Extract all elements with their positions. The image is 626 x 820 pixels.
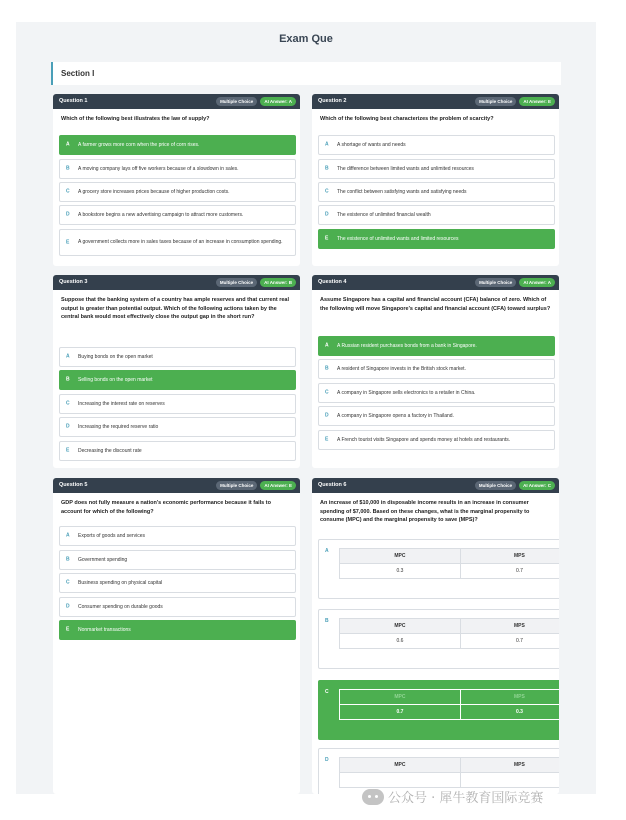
question-card-6 (312, 478, 559, 794)
exam-page (16, 22, 596, 794)
option-b[interactable] (318, 359, 555, 379)
option-text: The conflict between satisfying wants and satisfying needs (337, 188, 467, 195)
question-header (312, 275, 559, 290)
mps-header: MPS (460, 549, 559, 564)
option-letter: C (325, 389, 329, 396)
option-letter: B (325, 618, 329, 624)
mps-value: 0.7 (460, 634, 559, 649)
ai-answer-badge: AI Answer: E (519, 97, 555, 106)
option-c[interactable] (59, 394, 296, 414)
question-header (53, 94, 300, 109)
option-e[interactable] (318, 229, 555, 249)
option-d[interactable] (59, 597, 296, 617)
option-letter: E (66, 239, 70, 245)
option-text: A company in Singapore sells electronics to a retailer in China. (337, 389, 476, 396)
option-text: Government spending (78, 556, 128, 563)
option-text: A shortage of wants and needs (337, 141, 406, 148)
question-header (312, 478, 559, 493)
question-text: An increase of $10,000 in disposable income results in an increase in consumer spending of $7,000. Based on these changes, what is the marginal propensity to consume (MPC) and the marginal propensity to save (MPS)? (320, 500, 530, 523)
mpc-header: MPC (340, 549, 461, 564)
mpc-header: MPC (340, 619, 461, 634)
option-letter: B (325, 365, 329, 372)
option-letter: D (66, 423, 70, 430)
question-text: Suppose that the banking system of a country has ample reserves and that current real output is greater than potential output. Which of the following actions taken by the central bank would most effectively close the output gap in the short run? (61, 297, 290, 320)
mpc-header: MPC (340, 758, 461, 773)
option-text: A resident of Singapore invests in the British stock market. (337, 365, 466, 372)
ai-answer-badge: AI Answer: A (519, 278, 555, 287)
option-text: A company in Singapore opens a factory in Thailand. (337, 412, 454, 419)
question-label: Question 6 (318, 482, 347, 488)
option-c[interactable] (59, 182, 296, 202)
option-letter: E (66, 447, 70, 454)
option-letter: B (325, 165, 329, 172)
multiple-choice-badge: Multiple Choice (475, 481, 516, 490)
option-d[interactable] (318, 205, 555, 225)
option-letter: D (325, 412, 329, 419)
mpc-value: 0.3 (340, 564, 461, 579)
watermark (362, 787, 543, 806)
question-label: Question 4 (318, 279, 347, 285)
question-label: Question 2 (318, 98, 347, 104)
question-label: Question 5 (59, 482, 88, 488)
option-letter: C (66, 188, 70, 195)
option-a[interactable] (318, 539, 559, 599)
option-letter: D (325, 211, 329, 218)
option-letter: A (66, 353, 70, 360)
multiple-choice-badge: Multiple Choice (475, 97, 516, 106)
option-table (339, 548, 559, 579)
option-letter: A (66, 141, 70, 148)
question-header (53, 275, 300, 290)
option-text: Exports of goods and services (78, 532, 145, 539)
question-label: Question 3 (59, 279, 88, 285)
option-text: A Russian resident purchases bonds from a bank in Singapore. (337, 342, 477, 349)
option-b[interactable] (318, 159, 555, 179)
question-text: Which of the following best illustrates the law of supply? (61, 116, 210, 122)
option-a[interactable] (318, 135, 555, 155)
question-card-1 (53, 94, 300, 266)
multiple-choice-badge: Multiple Choice (216, 97, 257, 106)
option-text: Nonmarket transactions (78, 626, 131, 633)
option-text: Selling bonds on the open market (78, 376, 153, 383)
option-table (339, 757, 559, 788)
option-text: A grocery store increases prices because of higher production costs. (78, 188, 230, 195)
question-text: GDP does not fully measure a nation's economic performance because it fails to account for which of the following? (61, 500, 271, 515)
question-card-5 (53, 478, 300, 794)
option-text: Consumer spending on durable goods (78, 603, 163, 610)
option-a[interactable] (318, 336, 555, 356)
option-letter: D (325, 757, 329, 763)
option-text: The existence of unlimited wants and limited resources (337, 235, 459, 242)
multiple-choice-badge: Multiple Choice (216, 278, 257, 287)
option-letter: B (66, 165, 70, 172)
option-d[interactable] (59, 205, 296, 225)
question-card-3 (53, 275, 300, 468)
option-letter: A (66, 532, 70, 539)
ai-answer-badge: AI Answer: E (260, 481, 296, 490)
option-letter: B (66, 556, 70, 563)
multiple-choice-badge: Multiple Choice (216, 481, 257, 490)
option-text: A government collects more in sales taxes because of an increase in consumption spending. (78, 239, 283, 245)
option-c[interactable] (318, 383, 555, 403)
question-text: Which of the following best characterizes the problem of scarcity? (320, 116, 494, 122)
mps-header: MPS (460, 619, 559, 634)
ai-answer-badge: AI Answer: B (260, 278, 296, 287)
option-e[interactable] (59, 620, 296, 640)
option-e[interactable] (59, 229, 296, 256)
ai-answer-badge: AI Answer: C (519, 481, 555, 490)
option-letter: C (66, 400, 70, 407)
option-b[interactable] (318, 609, 559, 669)
option-c[interactable] (59, 573, 296, 593)
mps-value (460, 773, 559, 788)
question-card-4 (312, 275, 559, 468)
option-text: Buying bonds on the open market (78, 353, 153, 360)
option-d[interactable] (318, 406, 555, 426)
option-b[interactable] (59, 370, 296, 390)
option-a[interactable] (59, 347, 296, 367)
option-text: The existence of unlimited financial wealth (337, 211, 431, 218)
question-label: Question 1 (59, 98, 88, 104)
option-text: Business spending on physical capital (78, 579, 163, 586)
option-letter: B (66, 376, 70, 383)
option-e[interactable] (318, 430, 555, 450)
option-a[interactable] (59, 135, 296, 155)
mps-value: 0.3 (460, 705, 559, 720)
option-letter: E (325, 436, 329, 443)
mpc-value: 0.7 (340, 705, 461, 720)
option-c[interactable] (318, 182, 555, 202)
option-d[interactable] (59, 417, 296, 437)
option-c[interactable] (318, 680, 559, 740)
mps-header: MPS (460, 690, 559, 705)
page-title: Exam Que (279, 33, 333, 45)
option-a[interactable] (59, 526, 296, 546)
option-letter: C (325, 689, 329, 695)
option-text: A French tourist visits Singapore and spends money at hotels and restaurants. (337, 436, 511, 443)
option-text: Decreasing the discount rate (78, 447, 142, 454)
option-b[interactable] (59, 550, 296, 570)
option-letter: A (325, 548, 329, 554)
watermark-text: 公众号 · 犀牛教育国际竞赛 (388, 791, 544, 806)
option-text: Increasing the required reserve ratio (78, 423, 159, 430)
option-letter: C (66, 579, 70, 586)
option-text: The difference between limited wants and unlimited resources (337, 165, 474, 172)
ai-answer-badge: AI Answer: A (260, 97, 296, 106)
option-e[interactable] (59, 441, 296, 461)
option-b[interactable] (59, 159, 296, 179)
option-text: A farmer grows more corn when the price of corn rises. (78, 141, 200, 148)
option-letter: D (66, 211, 70, 218)
option-text: A bookstore begins a new advertising campaign to attract more customers. (78, 211, 244, 218)
option-letter: C (325, 188, 329, 195)
mpc-value (340, 773, 461, 788)
mps-header: MPS (460, 758, 559, 773)
multiple-choice-badge: Multiple Choice (475, 278, 516, 287)
option-text: A moving company lays off five workers because of a slowdown in sales. (78, 165, 239, 172)
option-letter: A (325, 342, 329, 349)
section-header: Section I (51, 62, 561, 85)
question-header (53, 478, 300, 493)
option-table (339, 618, 559, 649)
mpc-value: 0.6 (340, 634, 461, 649)
option-text: Increasing the interest rate on reserves (78, 400, 165, 407)
question-card-2 (312, 94, 559, 266)
wechat-icon (362, 789, 384, 805)
question-text: Assume Singapore has a capital and financial account (CFA) balance of zero. Which of the following will move Singapore's capital and financial account (CFA) toward surplus? (320, 297, 551, 312)
option-letter: A (325, 141, 329, 148)
mps-value: 0.7 (460, 564, 559, 579)
option-table (339, 689, 559, 720)
option-letter: E (325, 235, 329, 242)
option-letter: E (66, 626, 70, 633)
mpc-header: MPC (340, 690, 461, 705)
question-header (312, 94, 559, 109)
option-letter: D (66, 603, 70, 610)
